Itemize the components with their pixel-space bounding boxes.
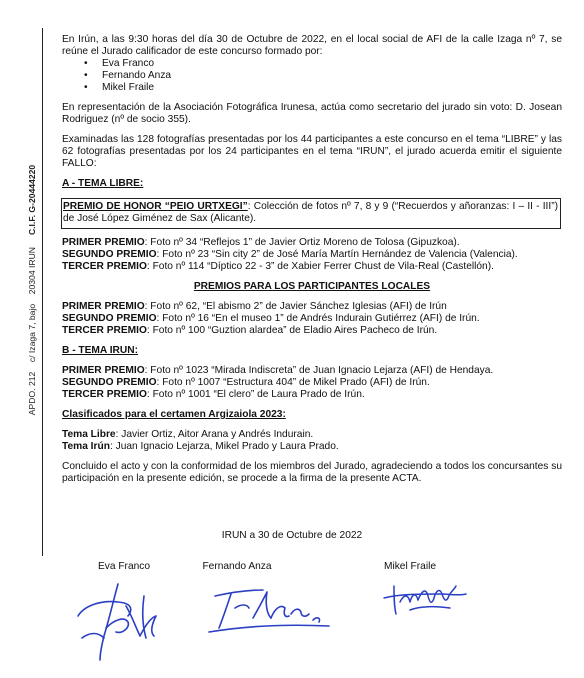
signature-eva-franco bbox=[70, 576, 170, 666]
prize-text: : Foto nº 100 “Guztion alardea” de Eladio Aires Pacheco de Irún. bbox=[146, 325, 438, 336]
honor-label: PREMIO DE HONOR “PEIO URTXEGI” bbox=[63, 201, 248, 212]
irun-prizes bbox=[62, 365, 562, 401]
honor-text: : Colección de fotos nº 7, 8 y 9 (“Recuerdos y añoranzas: I – II - III”) de José López Giménez de Sax (Alicante). bbox=[63, 201, 558, 224]
prize-label: TERCER PREMIO bbox=[62, 325, 147, 336]
classified-line bbox=[62, 429, 562, 441]
signer-name-mikel: Mikel Fraile bbox=[383, 561, 437, 572]
libre-prizes bbox=[62, 237, 562, 273]
prize-line bbox=[62, 325, 562, 337]
prize-text: : Foto nº 1001 “El clero” de Laura Prado de Irún. bbox=[146, 389, 365, 400]
jury-member: • Eva Franco bbox=[84, 58, 562, 70]
margin-rule bbox=[42, 28, 43, 556]
section-b-heading: B - TEMA IRUN: bbox=[62, 345, 139, 356]
prize-label: TERCER PREMIO bbox=[62, 261, 147, 272]
prize-label: SEGUNDO PREMIO bbox=[62, 249, 157, 260]
prize-line bbox=[62, 261, 562, 273]
prize-label: PRIMER PREMIO bbox=[62, 365, 145, 376]
jury-member: • Fernando Anza bbox=[84, 70, 562, 82]
classified-text: : Juan Ignacio Lejarza, Mikel Prado y Laura Prado. bbox=[109, 441, 339, 452]
apdo-text: APDO. 212 bbox=[27, 371, 37, 416]
local-prizes-heading: PREMIOS PARA LOS PARTICIPANTES LOCALES bbox=[193, 281, 431, 292]
prize-label: TERCER PREMIO bbox=[62, 389, 147, 400]
prize-line bbox=[62, 313, 562, 325]
prize-line bbox=[62, 365, 562, 377]
honor-prize-box bbox=[61, 198, 561, 229]
jury-list bbox=[84, 58, 562, 94]
prize-label: PRIMER PREMIO bbox=[62, 237, 145, 248]
classified-text: : Javier Ortiz, Aitor Arana y Andrés Indurain. bbox=[115, 429, 314, 440]
prize-line bbox=[62, 249, 562, 261]
prize-text: : Foto nº 23 “Sin city 2” de José María Martín Hernández de Valencia (Valencia). bbox=[156, 249, 518, 260]
classified-list bbox=[62, 429, 562, 453]
section-a-heading: A - TEMA LIBRE: bbox=[62, 178, 144, 189]
prize-label: PRIMER PREMIO bbox=[62, 301, 145, 312]
jury-member: • Mikel Fraile bbox=[84, 82, 562, 94]
intro-paragraph: En Irún, a las 9:30 horas del día 30 de Octubre de 2022, en el local social de AFI de la calle Izaga nº 7, se reúne el Jurado calificador de este concurso formado por: bbox=[62, 34, 562, 57]
signature-fernando-anza bbox=[205, 578, 335, 636]
prize-line bbox=[62, 237, 562, 249]
prize-text: : Foto nº 62, “El abismo 2” de Javier Sánchez Iglesias (AFI) de Irún bbox=[144, 301, 447, 312]
classified-line bbox=[62, 441, 562, 453]
signature-mikel-fraile bbox=[380, 580, 472, 620]
prize-label: SEGUNDO PREMIO bbox=[62, 313, 157, 324]
association-contact-vertical bbox=[26, 165, 38, 415]
examined-paragraph: Examinadas las 128 fotografías presentadas por los 44 participantes a este concurso en el tema “LIBRE” y las 62 fotografías presentadas por los 24 participantes en el tema “IRUN”, el jurado acuerda emitir el siguiente FALLO: bbox=[62, 134, 562, 169]
address-text: c/ Izaga 7, bajo bbox=[27, 303, 37, 363]
secretary-paragraph: En representación de la Asociación Fotográfica Irunesa, actúa como secretario del jurado sin voto: D. Josean Rodriguez (nº de socio 355). bbox=[62, 102, 562, 125]
acta-document bbox=[62, 34, 562, 485]
signer-name-eva: Eva Franco bbox=[97, 561, 151, 572]
local-prizes bbox=[62, 301, 562, 337]
prize-label: SEGUNDO PREMIO bbox=[62, 377, 157, 388]
classified-heading: Clasificados para el certamen Argizaiola 2023: bbox=[62, 409, 286, 420]
prize-line bbox=[62, 377, 562, 389]
postal-text: 20304 IRUN bbox=[27, 247, 37, 295]
prize-line bbox=[62, 389, 562, 401]
signing-date: IRUN a 30 de Octubre de 2022 bbox=[221, 530, 363, 541]
prize-text: : Foto nº 1007 “Estructura 404” de Mikel Prado (AFI) de Irún. bbox=[156, 377, 430, 388]
classified-label: Tema Libre bbox=[62, 429, 116, 440]
cif-text: C.I.F. G-20444220 bbox=[27, 164, 37, 236]
prize-text: : Foto nº 34 “Reflejos 1” de Javier Ortiz Moreno de Tolosa (Gipuzkoa). bbox=[144, 237, 460, 248]
signer-name-fernando: Fernando Anza bbox=[202, 561, 272, 572]
prize-text: : Foto nº 16 “En el museo 1” de Andrés Indurain Gutiérrez (AFI) de Irún. bbox=[156, 313, 480, 324]
classified-label: Tema Irún bbox=[62, 441, 110, 452]
prize-text: : Foto nº 1023 “Mirada Indiscreta” de Juan Ignacio Lejarza (AFI) de Hendaya. bbox=[144, 365, 494, 376]
prize-text: : Foto nº 114 “Díptico 22 - 3” de Xabier Ferrer Chust de Vila-Real (Castellón). bbox=[146, 261, 494, 272]
left-margin-strip bbox=[0, 0, 44, 678]
prize-line bbox=[62, 301, 562, 313]
closing-paragraph: Concluido el acto y con la conformidad de los miembros del Jurado, agradeciendo a todos los concursantes su participación en la presente edición, se procede a la firma de la presente ACTA. bbox=[62, 461, 562, 484]
